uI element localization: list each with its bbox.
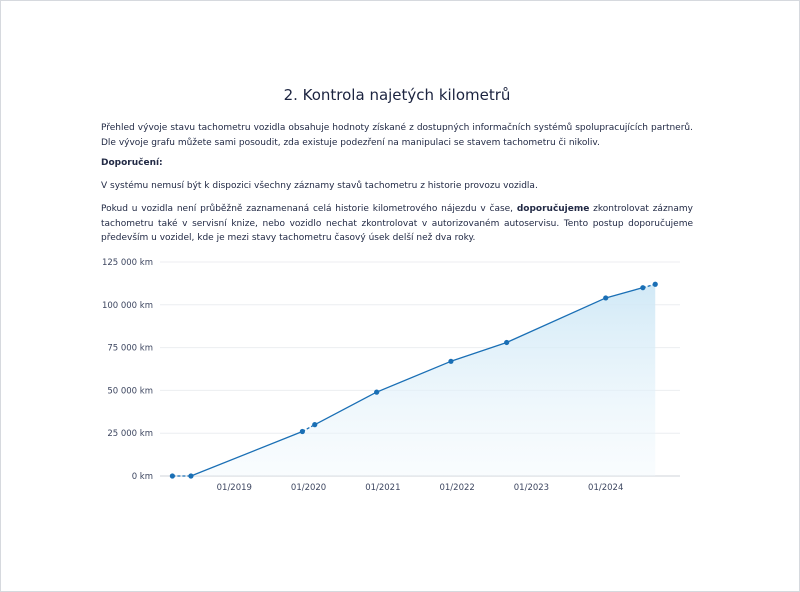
x-tick-label: 01/2022: [439, 483, 475, 493]
note-paragraph-1: V systému nemusí být k dispozici všechny záznamy stavů tachometru z historie provozu vozidla.: [101, 181, 538, 191]
x-tick-label: 01/2021: [365, 483, 401, 493]
section-title: 2. Kontrola najetých kilometrů: [283, 86, 511, 104]
data-point: [448, 359, 453, 364]
intro-paragraph: Přehled vývoje stavu tachometru vozidla obsahuje hodnoty získané z dostupných informačních systémů spolupracujících partnerů. Dle vývoje grafu můžete sami posoudit, zda existuje podezření na manipulaci se stavem tachometru či nikoliv.: [101, 123, 693, 148]
y-tick-label: 0 km: [131, 472, 153, 482]
note2-text-end: zkontrolovat záznamy tachometru také v servisní knize, nebo vozidlo nechat zkontrolovat v autorizovaném autoservisu. Tento postup doporučujeme především u vozidel, kde je mezi stavy tachometru časový úsek delší než dva roky.: [101, 204, 693, 243]
data-point: [653, 282, 658, 287]
area-fill: [172, 284, 655, 476]
y-tick-label: 50 000 km: [107, 386, 153, 397]
y-tick-label: 100 000 km: [101, 300, 153, 311]
data-point: [374, 390, 379, 395]
y-tick-label: 125 000 km: [101, 258, 153, 268]
y-tick-label: 25 000 km: [107, 429, 153, 440]
note2-text-start: Pokud u vozidla není průběžně zaznamenaná celá historie kilometrového nájezdu v čase,: [101, 204, 517, 214]
x-tick-label: 01/2020: [290, 483, 327, 493]
data-point: [504, 340, 509, 345]
data-point: [640, 285, 645, 290]
recommend-heading: Doporučení:: [101, 158, 163, 168]
data-point: [188, 473, 193, 478]
x-tick-label: 01/2019: [216, 483, 252, 493]
odometer-chart-svg: [0, 250, 800, 500]
odometer-chart: [0, 250, 800, 500]
data-point: [603, 295, 608, 300]
x-tick-label: 01/2024: [588, 483, 624, 493]
data-point: [312, 422, 317, 427]
y-tick-label: 75 000 km: [107, 343, 153, 354]
note2-emphasis: doporučujeme: [516, 204, 590, 214]
note-paragraph-2: [101, 202, 693, 246]
x-tick-label: 01/2023: [513, 483, 550, 493]
data-point: [300, 429, 305, 434]
data-point: [170, 473, 175, 478]
